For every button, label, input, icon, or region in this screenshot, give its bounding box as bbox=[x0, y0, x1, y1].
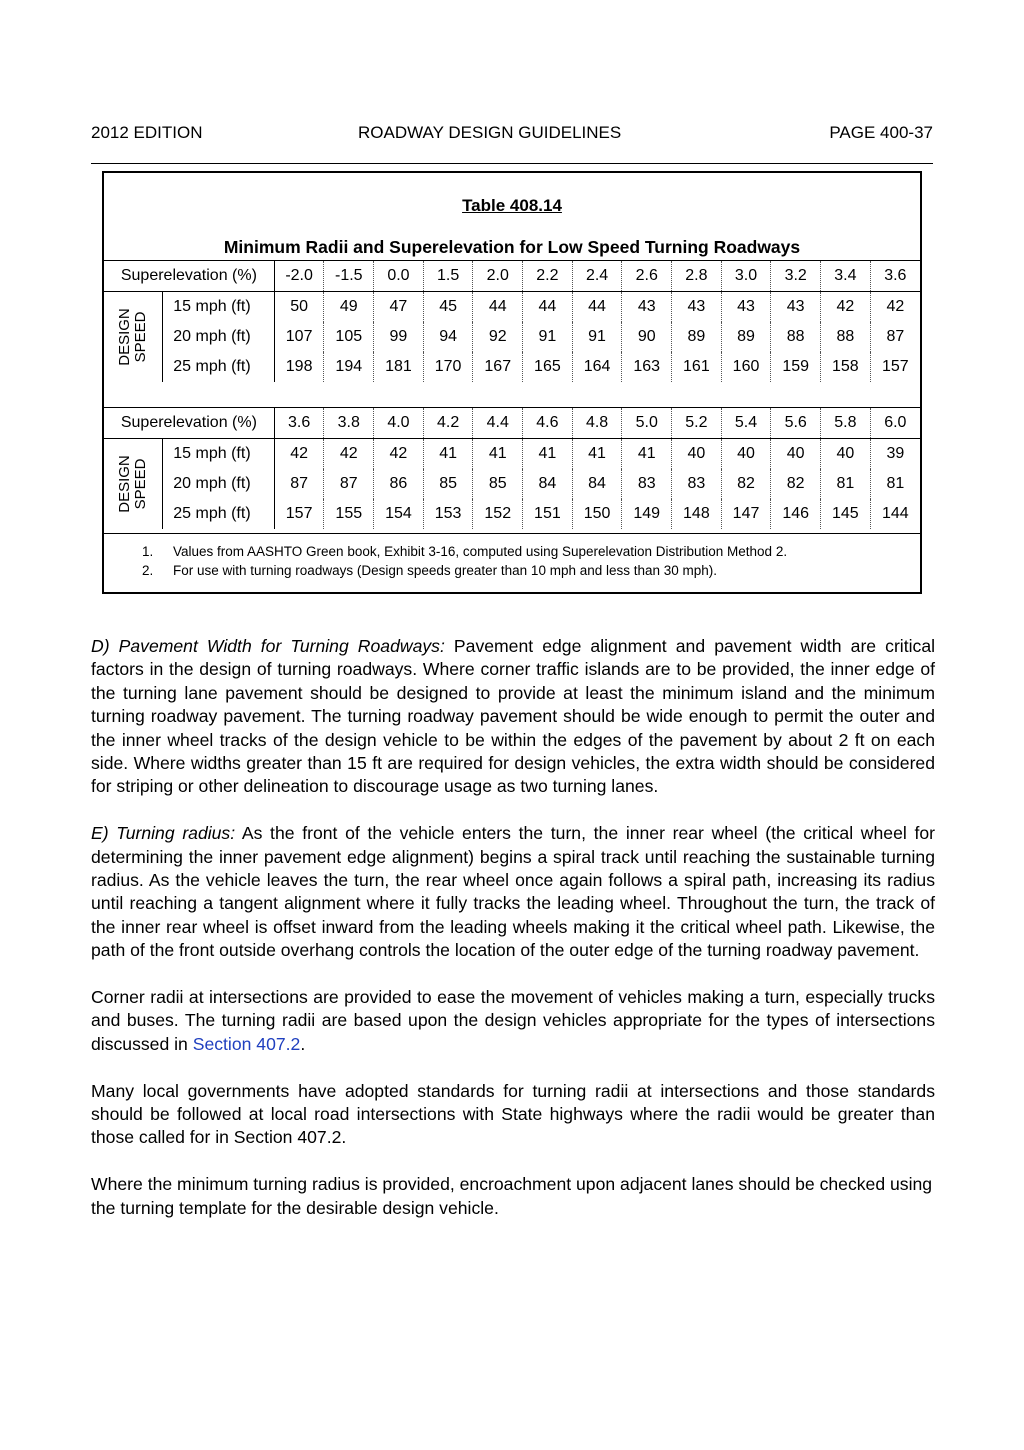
radius-cell: 164 bbox=[572, 352, 622, 382]
radius-cell: 167 bbox=[473, 352, 523, 382]
radius-cell: 146 bbox=[771, 499, 821, 529]
superelevation-value: 5.6 bbox=[771, 408, 821, 439]
superelevation-value: 2.2 bbox=[523, 261, 573, 292]
paragraph-text-end: . bbox=[300, 1033, 306, 1054]
paragraph-corner-radii bbox=[91, 986, 935, 1056]
radius-cell: 99 bbox=[374, 322, 424, 352]
note-text: Values from AASHTO Green book, Exhibit 3-16, computed using Superelevation Distribution Method 2. bbox=[173, 544, 788, 559]
radius-cell: 154 bbox=[374, 499, 424, 529]
superelevation-value: 5.2 bbox=[672, 408, 722, 439]
radius-cell: 105 bbox=[324, 322, 374, 352]
radius-cell: 39 bbox=[870, 439, 920, 470]
superelevation-value: 4.8 bbox=[572, 408, 622, 439]
radius-cell: 155 bbox=[324, 499, 374, 529]
radius-cell: 90 bbox=[622, 322, 672, 352]
paragraph-text: Pavement edge alignment and pavement width are critical factors in the design of turning roadways. Where corner traffic islands are to be provided, the inner edge of the turning lane pavement should be designed to provide at least the minimum island and the minimum turning roadway pavement. The turning roadway pavement should be wide enough to permit the outer and the inner wheel tracks of the design vehicle to be within the edges of the pavement by about 2 ft on each side. Where widths greater than 15 ft are required for design vehicles, the extra width should be considered for striping or other delineation to discourage usage as two turning lanes. bbox=[91, 636, 936, 797]
superelevation-value: 3.6 bbox=[870, 261, 920, 292]
radii-table-block-1 bbox=[104, 260, 920, 382]
radius-cell: 40 bbox=[771, 439, 821, 470]
page-header bbox=[91, 123, 933, 147]
radius-cell: 151 bbox=[523, 499, 573, 529]
note-number: 2. bbox=[142, 563, 154, 578]
radius-cell: 47 bbox=[374, 292, 424, 323]
radius-cell: 86 bbox=[374, 469, 424, 499]
paragraph-encroachment bbox=[91, 1173, 935, 1220]
paragraph-turning-radius bbox=[91, 822, 935, 962]
table-408-14 bbox=[102, 171, 922, 594]
radius-cell: 41 bbox=[423, 439, 473, 470]
radius-cell: 50 bbox=[274, 292, 324, 323]
design-speed-label-line1: DESIGN bbox=[116, 308, 134, 366]
note-text: For use with turning roadways (Design speeds greater than 10 mph and less than 30 mph). bbox=[173, 563, 718, 578]
table-row bbox=[104, 439, 920, 470]
radius-cell: 42 bbox=[274, 439, 324, 470]
table-subtitle: Minimum Radii and Superelevation for Low Speed Turning Roadways bbox=[223, 237, 801, 257]
table-row bbox=[104, 292, 920, 323]
radius-cell: 41 bbox=[523, 439, 573, 470]
radius-cell: 158 bbox=[821, 352, 871, 382]
radius-cell: 43 bbox=[721, 292, 771, 323]
radius-cell: 163 bbox=[622, 352, 672, 382]
table-row bbox=[104, 322, 920, 352]
design-speed-cell: 15 mph (ft) bbox=[163, 292, 275, 323]
superelevation-value: 5.8 bbox=[821, 408, 871, 439]
paragraph-text: As the front of the vehicle enters the turn, the inner rear wheel (the critical wheel for determining the inner pavement edge alignment) begins a spiral track until reaching the sustainable turning radius. As the vehicle leaves the turn, the rear wheel once again follows a spiral path, increasing its radius until reaching a tangent alignment where it fully tracks the leading wheel. Throughout the turn, the track of the inner rear wheel is offset inward from the leading wheels making it the critical wheel path. Likewise, the path of the front outside overhang controls the location of the outer edge of the turning roadway pavement. bbox=[91, 823, 935, 961]
radius-cell: 87 bbox=[324, 469, 374, 499]
superelevation-value: 2.0 bbox=[473, 261, 523, 292]
radius-cell: 43 bbox=[672, 292, 722, 323]
radius-cell: 44 bbox=[473, 292, 523, 323]
table-title: Table 408.14 bbox=[462, 196, 562, 215]
header-edition: 2012 EDITION bbox=[91, 123, 203, 142]
radius-cell: 161 bbox=[672, 352, 722, 382]
radius-cell: 45 bbox=[423, 292, 473, 323]
superelevation-value: 4.2 bbox=[423, 408, 473, 439]
radius-cell: 150 bbox=[572, 499, 622, 529]
superelevation-value: 5.0 bbox=[622, 408, 672, 439]
radius-cell: 40 bbox=[672, 439, 722, 470]
table-note bbox=[104, 563, 920, 582]
superelevation-label: Superelevation (%) bbox=[104, 261, 274, 292]
radius-cell: 43 bbox=[771, 292, 821, 323]
radius-cell: 181 bbox=[374, 352, 424, 382]
body-text bbox=[91, 635, 935, 1243]
radius-cell: 81 bbox=[870, 469, 920, 499]
radius-cell: 159 bbox=[771, 352, 821, 382]
paragraph-lead: E) Turning radius: bbox=[91, 823, 236, 844]
design-speed-label-line2: SPEED bbox=[132, 311, 150, 363]
radius-cell: 148 bbox=[672, 499, 722, 529]
design-speed-cell: 15 mph (ft) bbox=[163, 439, 275, 470]
radius-cell: 94 bbox=[423, 322, 473, 352]
superelevation-value: 3.6 bbox=[274, 408, 324, 439]
radius-cell: 42 bbox=[870, 292, 920, 323]
radius-cell: 91 bbox=[523, 322, 573, 352]
radius-cell: 147 bbox=[721, 499, 771, 529]
header-rule bbox=[91, 163, 933, 164]
header-title: ROADWAY DESIGN GUIDELINES bbox=[358, 123, 622, 142]
table-notes bbox=[104, 533, 920, 582]
radius-cell: 44 bbox=[572, 292, 622, 323]
superelevation-value: 6.0 bbox=[870, 408, 920, 439]
radius-cell: 41 bbox=[473, 439, 523, 470]
superelevation-value: 4.0 bbox=[374, 408, 424, 439]
radius-cell: 149 bbox=[622, 499, 672, 529]
superelevation-label: Superelevation (%) bbox=[104, 408, 274, 439]
superelevation-value: -2.0 bbox=[274, 261, 324, 292]
radii-table-block-2 bbox=[104, 407, 920, 529]
paragraph-text: Where the minimum turning radius is provided, encroachment upon adjacent lanes should be checked using the turning template for the desirable design vehicle. bbox=[91, 1174, 933, 1218]
radius-cell: 144 bbox=[870, 499, 920, 529]
radius-cell: 85 bbox=[423, 469, 473, 499]
radius-cell: 42 bbox=[324, 439, 374, 470]
radius-cell: 83 bbox=[622, 469, 672, 499]
radius-cell: 44 bbox=[523, 292, 573, 323]
radius-cell: 157 bbox=[870, 352, 920, 382]
radius-cell: 81 bbox=[821, 469, 871, 499]
radius-cell: 87 bbox=[870, 322, 920, 352]
radius-cell: 43 bbox=[622, 292, 672, 323]
design-speed-label bbox=[104, 439, 163, 530]
radius-cell: 42 bbox=[374, 439, 424, 470]
radius-cell: 88 bbox=[771, 322, 821, 352]
header-page-number: PAGE 400-37 bbox=[829, 123, 933, 142]
note-number: 1. bbox=[142, 544, 154, 559]
radius-cell: 88 bbox=[821, 322, 871, 352]
paragraph-lead: D) Pavement Width for Turning Roadways: bbox=[91, 636, 445, 656]
superelevation-value: 5.4 bbox=[721, 408, 771, 439]
radius-cell: 85 bbox=[473, 469, 523, 499]
table-note bbox=[104, 544, 920, 563]
design-speed-label-line1: DESIGN bbox=[116, 455, 134, 513]
superelevation-value: 4.6 bbox=[523, 408, 573, 439]
table-row bbox=[104, 352, 920, 382]
design-speed-label-line2: SPEED bbox=[132, 458, 150, 510]
superelevation-value: 2.4 bbox=[572, 261, 622, 292]
radius-cell: 165 bbox=[523, 352, 573, 382]
radius-cell: 40 bbox=[821, 439, 871, 470]
radius-cell: 42 bbox=[821, 292, 871, 323]
paragraph-text: Corner radii at intersections are provided to ease the movement of vehicles making a turn, especially trucks and buses. The turning radii are based upon the design vehicles appropriate for the types of intersections discussed in bbox=[91, 987, 935, 1054]
radius-cell: 152 bbox=[473, 499, 523, 529]
radius-cell: 83 bbox=[672, 469, 722, 499]
design-speed-cell: 20 mph (ft) bbox=[163, 469, 275, 499]
table-row bbox=[104, 499, 920, 529]
radius-cell: 84 bbox=[523, 469, 573, 499]
superelevation-value: 0.0 bbox=[374, 261, 424, 292]
radius-cell: 49 bbox=[324, 292, 374, 323]
radius-cell: 91 bbox=[572, 322, 622, 352]
superelevation-value: 4.4 bbox=[473, 408, 523, 439]
radius-cell: 198 bbox=[274, 352, 324, 382]
superelevation-value: 1.5 bbox=[423, 261, 473, 292]
radius-cell: 82 bbox=[771, 469, 821, 499]
radius-cell: 153 bbox=[423, 499, 473, 529]
radius-cell: 40 bbox=[721, 439, 771, 470]
design-speed-cell: 25 mph (ft) bbox=[163, 499, 275, 529]
radius-cell: 92 bbox=[473, 322, 523, 352]
superelevation-value: -1.5 bbox=[324, 261, 374, 292]
radius-cell: 84 bbox=[572, 469, 622, 499]
radius-cell: 145 bbox=[821, 499, 871, 529]
table-row bbox=[104, 469, 920, 499]
radius-cell: 87 bbox=[274, 469, 324, 499]
radius-cell: 89 bbox=[672, 322, 722, 352]
section-407-2-link[interactable]: Section 407.2 bbox=[192, 1033, 301, 1054]
superelevation-value: 3.2 bbox=[771, 261, 821, 292]
paragraph-pavement-width bbox=[91, 635, 935, 799]
superelevation-row bbox=[104, 261, 920, 292]
radius-cell: 157 bbox=[274, 499, 324, 529]
radius-cell: 160 bbox=[721, 352, 771, 382]
radius-cell: 107 bbox=[274, 322, 324, 352]
radius-cell: 89 bbox=[721, 322, 771, 352]
superelevation-value: 3.8 bbox=[324, 408, 374, 439]
radius-cell: 194 bbox=[324, 352, 374, 382]
superelevation-value: 3.0 bbox=[721, 261, 771, 292]
design-speed-cell: 25 mph (ft) bbox=[163, 352, 275, 382]
design-speed-cell: 20 mph (ft) bbox=[163, 322, 275, 352]
superelevation-value: 3.4 bbox=[821, 261, 871, 292]
radius-cell: 170 bbox=[423, 352, 473, 382]
superelevation-value: 2.6 bbox=[622, 261, 672, 292]
radius-cell: 82 bbox=[721, 469, 771, 499]
design-speed-label bbox=[104, 292, 163, 383]
radius-cell: 41 bbox=[622, 439, 672, 470]
paragraph-local-governments bbox=[91, 1080, 935, 1150]
paragraph-text: Many local governments have adopted standards for turning radii at intersections and those standards should be followed at local road intersections with State highways where the radii would be greater than those called for in Section 407.2. bbox=[91, 1080, 935, 1148]
superelevation-row bbox=[104, 408, 920, 439]
radius-cell: 41 bbox=[572, 439, 622, 470]
superelevation-value: 2.8 bbox=[672, 261, 722, 292]
